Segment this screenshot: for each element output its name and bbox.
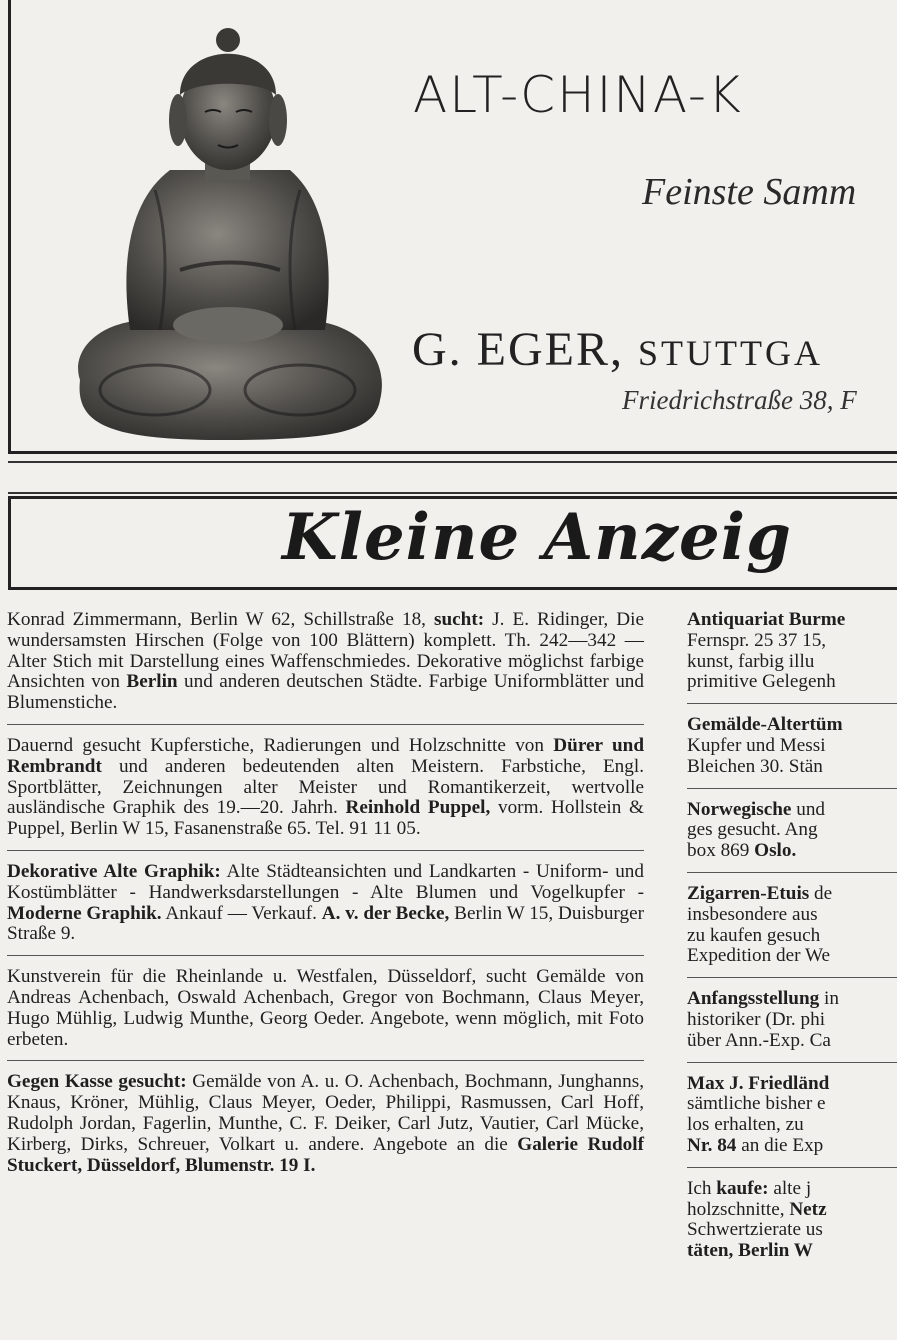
- bold-text: Galerie Rudolf Stuckert, Düsseldorf, Blumenstr. 19 I.: [7, 1133, 644, 1176]
- ad-line: [687, 946, 897, 967]
- text-run: Ankauf — Verkauf.: [161, 902, 322, 924]
- text-run: historiker (Dr. phi: [687, 1009, 826, 1030]
- bold-text: Berlin: [126, 671, 178, 693]
- ad-line: [687, 652, 897, 673]
- divider-rule: [8, 492, 897, 494]
- section-title: Kleine Anzeig: [282, 500, 792, 575]
- ad-line: [687, 926, 897, 947]
- entry-divider: [7, 1060, 644, 1061]
- bold-text: Moderne Graphik.: [7, 902, 162, 924]
- classifieds-left-column: [7, 610, 644, 1176]
- text-run: kunst, farbig illu: [687, 651, 815, 672]
- entry-divider: [687, 977, 897, 978]
- bold-text: Zigarren-Etuis: [687, 883, 810, 904]
- ad-line: [687, 757, 897, 778]
- bold-text: kaufe:: [716, 1178, 769, 1199]
- entry-divider: [7, 955, 644, 956]
- bold-text: Oslo.: [754, 841, 797, 862]
- text-run: zu kaufen gesuch: [687, 925, 821, 946]
- bold-text: Antiquariat Burme: [687, 610, 846, 630]
- ad-line: [687, 631, 897, 652]
- classified-ad: [7, 967, 644, 1050]
- bold-text: Anfangsstellung: [687, 989, 820, 1010]
- classified-ad: [687, 1179, 897, 1262]
- text-run: Kupfer und Messi: [687, 735, 826, 756]
- firm-city: STUTTGA: [637, 333, 823, 373]
- classified-ad: [7, 1072, 644, 1176]
- text-run: und: [791, 799, 826, 820]
- entry-divider: [687, 872, 897, 873]
- text-run: J. E. Ridinger, Die wundersamsten Hirschen (Folge von 100 Blättern) komplett. Th. 242—342 — Alter Stich mit Darstellung eines Waffenschmiedes. Dekorative möglichst farbige Ansichten von: [7, 609, 644, 693]
- ad-line: [687, 1074, 897, 1095]
- text-run: primitive Gelegenh: [687, 672, 836, 693]
- text-run: an die Exp: [736, 1135, 824, 1156]
- entry-divider: [7, 850, 644, 851]
- text-run: sämtliche bisher e: [687, 1094, 826, 1115]
- text-run: ges gesucht. Ang: [687, 820, 818, 841]
- text-run: Konrad Zimmermann, Berlin W 62, Schillstraße 18,: [7, 609, 435, 630]
- bold-text: täten, Berlin W: [687, 1241, 813, 1262]
- text-run: insbesondere aus: [687, 904, 818, 925]
- advertisement-title: ALT-CHINA-K: [413, 66, 743, 124]
- ad-line: [687, 1179, 897, 1200]
- text-run: Bleichen 30. Stän: [687, 756, 823, 777]
- bold-text: Netz: [789, 1199, 827, 1220]
- text-run: alte j: [768, 1178, 812, 1199]
- ad-line: [687, 736, 897, 757]
- entry-divider: [687, 703, 897, 704]
- bold-text: Dekorative Alte Graphik:: [7, 860, 221, 882]
- advertisement-subtitle: Feinste Samm: [642, 171, 857, 213]
- text-run: de: [809, 883, 833, 904]
- text-run: Dauernd gesucht Kupferstiche, Radierungen und Holzschnitte von: [7, 734, 554, 756]
- ad-line: [687, 884, 897, 905]
- text-run: in: [819, 989, 839, 1010]
- bold-text: Dürer und Rembrandt: [7, 734, 645, 777]
- bold-text: Nr. 84: [687, 1135, 737, 1156]
- ad-line: [687, 905, 897, 926]
- text-run: über Ann.-Exp. Ca: [687, 1030, 831, 1051]
- classified-ad: [7, 862, 644, 945]
- ad-line: [687, 672, 897, 693]
- text-run: holzschnitte,: [687, 1199, 790, 1220]
- classifieds-right-column: [687, 610, 897, 1262]
- ad-line: [687, 1200, 897, 1221]
- entry-divider: [7, 724, 644, 725]
- ad-line: [687, 841, 897, 862]
- ad-line: [687, 1094, 897, 1115]
- advertisement-address: Friedrichstraße 38, F: [622, 385, 857, 415]
- classified-ad: [687, 884, 897, 967]
- text-run: Kunstverein für die Rheinlande u. Westfalen, Düsseldorf,: [7, 966, 477, 988]
- entry-divider: [687, 1062, 897, 1063]
- ad-line: [687, 989, 897, 1010]
- text-run: Alte Städteansichten und Landkarten - Uniform- und Kostümblätter - Handwerksdarstellungen - Alte Blumen und Vogelkupfer -: [7, 860, 644, 903]
- ad-line: [687, 820, 897, 841]
- ad-line: [687, 715, 897, 736]
- ad-line: [687, 610, 897, 631]
- bold-text: Gemälde-Altertüm: [687, 715, 843, 736]
- text-run: und anderen bedeutenden alten Meistern. Farbstiche, Engl. Sportblätter, Zeichnungen alter Meister und Romantikerzeit, wertvolle ausländische Graphik des 19.—20. Jahrh.: [7, 755, 644, 819]
- ad-line: [687, 1115, 897, 1136]
- classified-ad: [7, 610, 644, 714]
- ad-line: [687, 800, 897, 821]
- text-run: los erhalten, zu: [687, 1115, 804, 1136]
- text-run: Gemälde von A. u. O. Achenbach, Bochmann, Junghanns, Knaus, Kröner, Mühlig, Claus Meyer, Oeder, Philippi, Rasmussen, Carl Hoff, Rudolph Jordan, Fagerlin, Munthe, C. F. Deiker, Carl Jutz, Vautier, Carl Mücke, Kirberg, Dirks, Schreuer, Volkart u. andere. Angebote an die: [7, 1071, 644, 1155]
- classified-ad: [687, 715, 897, 777]
- divider-rule: [8, 461, 897, 463]
- text-run: Schwertzierate us: [687, 1220, 823, 1241]
- classified-ad: [687, 1074, 897, 1157]
- ad-line: [687, 1241, 897, 1262]
- text-run: vorm. Hollstein & Puppel, Berlin W 15, Fasanenstraße 65. Tel. 91 11 05.: [7, 797, 644, 840]
- entry-divider: [687, 1167, 897, 1168]
- classified-ad: [687, 800, 897, 862]
- entry-divider: [687, 788, 897, 789]
- bold-text: Gegen Kasse gesucht:: [7, 1071, 187, 1093]
- bold-text: sucht:: [434, 609, 485, 630]
- buddha-statue-image: [60, 20, 390, 450]
- text-run: sucht Gemälde von Andreas Achenbach, Oswald Achenbach, Gregor von Bochmann, Claus Meyer, Hugo Mühlig, Ludwig Munthe, Georg Oeder. Angebote, wenn möglich, mit Foto erbeten.: [7, 966, 644, 1050]
- firm-name: G. EGER,: [412, 323, 624, 376]
- text-run: und anderen deutschen Städte. Farbige Uniformblätter und Blumenstiche.: [7, 671, 644, 714]
- classified-ad: [7, 736, 644, 840]
- bold-text: Max J. Friedländ: [687, 1073, 830, 1094]
- bold-text: A. v. der Becke,: [321, 902, 450, 924]
- bold-text: Reinhold Puppel,: [345, 797, 491, 819]
- text-run: Berlin W 15, Duisburger Straße 9.: [7, 902, 644, 945]
- advertisement-firm: [412, 322, 823, 377]
- classified-ad: [687, 610, 897, 693]
- ad-line: [687, 1031, 897, 1052]
- classified-ad: [687, 989, 897, 1051]
- ad-line: [687, 1136, 897, 1157]
- ad-line: [687, 1010, 897, 1031]
- bold-text: Norwegische: [687, 799, 792, 820]
- text-run: Fernspr. 25 37 15,: [687, 630, 827, 651]
- text-run: Expedition der We: [687, 946, 831, 967]
- ad-line: [687, 1220, 897, 1241]
- text-run: box 869: [687, 841, 755, 862]
- text-run: Ich: [687, 1178, 717, 1199]
